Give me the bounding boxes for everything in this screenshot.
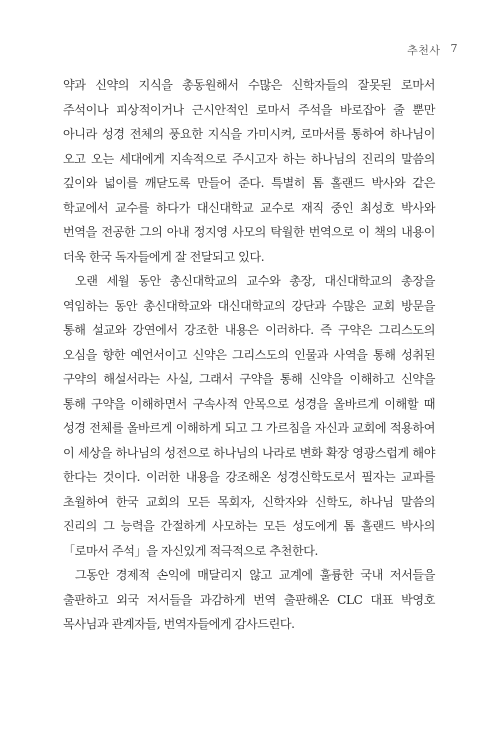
page-body: [63, 73, 435, 637]
page-number: 7: [450, 42, 458, 55]
body-paragraph: 오랜 세월 동안 총신대학교의 교수와 총장, 대신대학교의 총장을 역임하는 동안 총신대학교와 대신대학교의 강단과 수많은 교회 방문을 통해 설교와 강연에서 강조한 내용은 이러하다. 즉 구약은 그리스도의 오심을 향한 예언서이고 신약은 그리스도의 인물과 사역을 통해 성취된 구약의 해설서라는 사실, 그래서 구약을 통해 신약을 이해하고 신약을 통해 구약을 이해하면서 구속사적 안목으로 성경을 올바르게 이해할 때 성경 전체를 올바르게 이해하게 되고 그 가르침을 자신과 교회에 적용하여 이 세상을 하나님의 성전으로 하나님의 나라로 변화 확장 영광스럽게 해야 한다는 것이다. 이러한 내용을 강조해온 성경신학도로서 필자는 교파를 초월하여 한국 교회의 모든 목회자, 신학자와 신학도, 하나님 말씀의 진리의 그 능력을 간절하게 사모하는 모든 성도에게 톰 홀랜드 박사의 「로마서 주석」을 자신있게 적극적으로 추천한다.: [63, 274, 435, 558]
running-header: [407, 42, 458, 58]
section-title: 추천사: [407, 44, 441, 57]
body-paragraph: 약과 신약의 지식을 총동원해서 수많은 신학자들의 잘못된 로마서 주석이나 피상적이거나 근시안적인 로마서 주석을 바로잡아 줄 뿐만 아니라 성경 전체의 풍요한 지식을 가미시켜, 로마서를 통하여 하나님이 오고 오는 세대에게 지속적으로 주시고자 하는 하나님의 진리의 말씀의 깊이와 넓이를 깨닫도록 만들어 준다. 특별히 톰 홀랜드 박사와 같은 학교에서 교수를 하다가 대신대학교 교수로 재직 중인 최성호 박사와 번역을 전공한 그의 아내 정지영 사모의 탁월한 번역으로 이 책의 내용이 더욱 한국 독자들에게 잘 전달되고 있다.: [63, 78, 435, 264]
body-paragraph: 그동안 경제적 손익에 매달리지 않고 교계에 훌륭한 국내 저서들을 출판하고 외국 저서들을 과감하게 번역 출판해온 CLC 대표 박영호 목사님과 관계자들, 번역자들에게 감사드린다.: [63, 568, 435, 631]
